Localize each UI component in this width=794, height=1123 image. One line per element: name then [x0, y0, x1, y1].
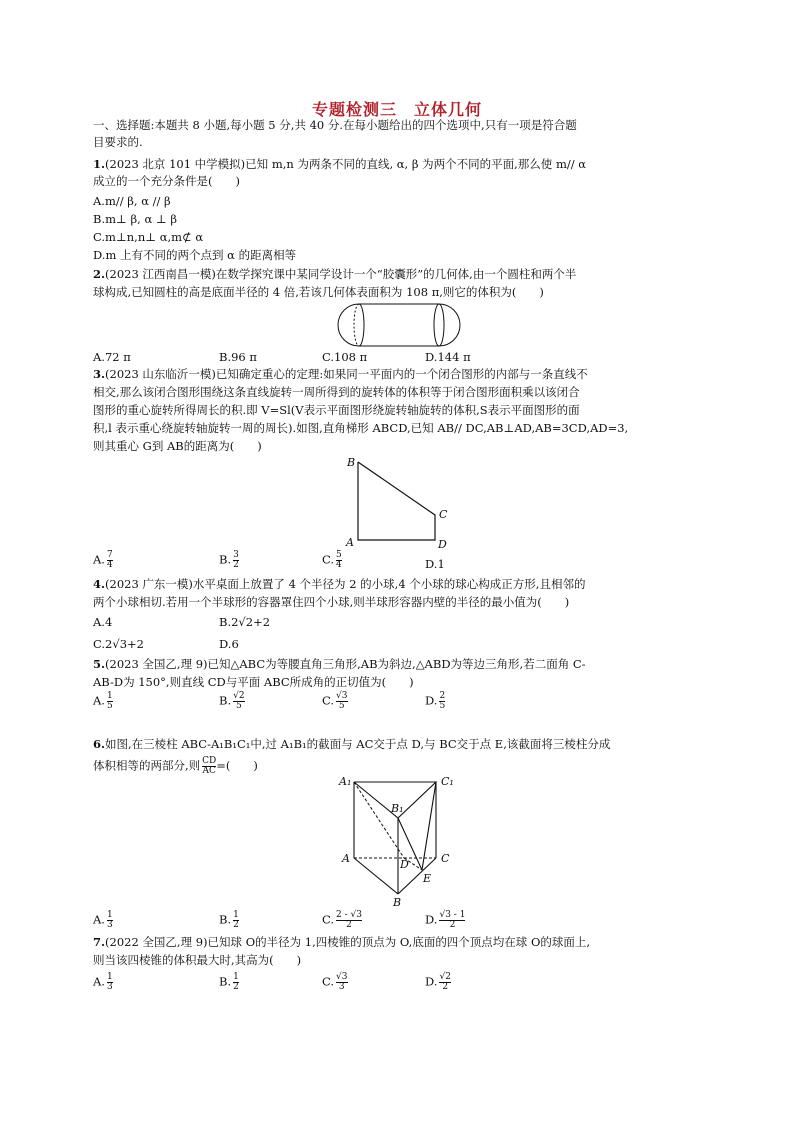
q2-option-c[interactable]: C.108 π — [322, 350, 368, 364]
fraction: $\frac{1}{3}$ — [106, 972, 113, 992]
q7-option-d[interactable]: D. $\frac{√2}{2}$ — [425, 972, 451, 992]
q5-option-c[interactable]: C. $\frac{√3}{5}$ — [322, 691, 348, 711]
q2-stem-line-2: 球构成,已知圆柱的高是底面半径的 4 倍,若该几何体表面积为 108 π,则它的体积为( ) — [93, 285, 544, 299]
q5-option-d[interactable]: D. $\frac{2}{5}$ — [425, 691, 446, 711]
fraction: $\frac{1}{5}$ — [106, 691, 113, 711]
q3-label-A: A — [346, 536, 354, 549]
q4-text: (2023 广东一模)水平桌面上放置了 4 个半径为 2 的小球,4 个小球的球心构成正方形,且相邻的 — [105, 577, 586, 591]
q6-number: 6. — [93, 737, 106, 751]
q4-option-d[interactable]: D.6 — [219, 637, 239, 651]
q2-text: (2023 江西南昌一模)在数学探究课中某同学设计一个“胶囊形”的几何体,由一个圆柱和两个半 — [105, 267, 577, 281]
fraction: $\frac{√2}{2}$ — [439, 972, 451, 992]
trapezoid-figure — [340, 452, 460, 552]
section-header-line-1: 一、选择题:本题共 8 小题,每小题 5 分,共 40 分.在每小题给出的四个选项中,只有一项是符合题 — [93, 118, 577, 132]
q6-label-B1: B₁ — [391, 802, 404, 815]
q4-number: 4. — [93, 577, 106, 591]
fraction: $\frac{√2}{5}$ — [233, 691, 245, 711]
q2-stem-line-1 — [93, 266, 576, 282]
q7-stem-line-2: 则当该四棱锥的体积最大时,其高为( ) — [93, 953, 302, 967]
q4-option-a[interactable]: A.4 — [93, 615, 113, 629]
q3-option-c[interactable]: C. $\frac{5}{4}$ — [322, 550, 342, 570]
q1-option-d[interactable]: D.m 上有不同的两个点到 α 的距离相等 — [93, 248, 297, 262]
section-header-line-2: 目要求的. — [93, 135, 143, 149]
q2-option-d[interactable]: D.144 π — [425, 350, 471, 364]
q1-stem-line-1 — [93, 156, 586, 172]
q2-number: 2. — [93, 267, 106, 281]
q6-label-E: E — [423, 872, 432, 885]
q6-label-D: D — [400, 858, 409, 871]
q3-stem-line-4: 积,l 表示重心绕旋转轴旋转一周的周长).如图,直角梯形 ABCD,已知 AB// DC,AB⊥AD,AB=3CD,AD=3, — [93, 421, 629, 435]
q6-label-B: B — [393, 896, 402, 909]
q6-label-C1: C₁ — [441, 775, 454, 788]
q7-option-b[interactable]: B. $\frac{1}{2}$ — [219, 972, 239, 992]
q1-number: 1. — [93, 157, 106, 171]
q5-text: (2023 全国乙,理 9)已知△ABC为等腰直角三角形,AB为斜边,△ABD为等边三角形,若二面角 C- — [105, 657, 586, 671]
q1-option-a[interactable]: A.m// β, α // β — [93, 194, 171, 208]
q3-text: (2023 山东临沂一模)已知确定重心的定理:如果同一平面内的一个闭合图形的内部与一条直线不 — [105, 367, 588, 381]
q3-option-b[interactable]: B. $\frac{3}{2}$ — [219, 550, 239, 570]
q4-option-b[interactable]: B.2√2+2 — [219, 615, 271, 629]
fraction: $\frac{5}{4}$ — [336, 550, 342, 570]
q3-label-C: C — [439, 508, 448, 521]
q5-number: 5. — [93, 657, 106, 671]
q6-stem-line-1 — [93, 736, 610, 752]
q5-option-b[interactable]: B. $\frac{√2}{5}$ — [219, 691, 245, 711]
q4-option-c[interactable]: C.2√3+2 — [93, 637, 144, 651]
capsule-figure — [336, 300, 462, 348]
prism-figure — [336, 772, 466, 908]
q5-stem-line-1 — [93, 656, 586, 672]
q3-label-D: D — [438, 538, 447, 551]
q3-stem-line-2: 相交,那么该闭合图形围绕这条直线旋转一周所得到的旋转体的体积等于闭合图形面积乘以该闭合 — [93, 385, 580, 399]
fraction: $\frac{2}{5}$ — [439, 691, 446, 711]
q2-option-b[interactable]: B.96 π — [219, 350, 257, 364]
q5-stem-line-2: AB-D为 150°,则直线 CD与平面 ABC所成角的正切值为( ) — [93, 675, 414, 689]
q7-text: (2022 全国乙,理 9)已知球 O的半径为 1,四棱锥的顶点为 O,底面的四个顶点均在球 O的球面上, — [105, 935, 591, 949]
q6-label-A: A — [342, 852, 350, 865]
q3-stem-line-3: 图形的重心旋转所得周长的积.即 V=Sl(V表示平面图形绕旋转轴旋转的体积,S表示平面图形的面 — [93, 403, 580, 417]
q6-option-a[interactable]: A. $\frac{1}{3}$ — [93, 910, 113, 930]
q2-option-a[interactable]: A.72 π — [93, 350, 131, 364]
q1-text: (2023 北京 101 中学模拟)已知 m,n 为两条不同的直线, α, β 为两个不同的平面,那么使 m// α — [105, 157, 587, 171]
q6-text: 如图,在三棱柱 ABC-A₁B₁C₁中,过 A₁B₁的截面与 AC交于点 D,与 BC交于点 E,该截面将三棱柱分成 — [105, 737, 611, 751]
q3-stem-line-1 — [93, 366, 588, 382]
q6-label-A1: A₁ — [339, 775, 352, 788]
q6-option-d[interactable]: D. $\frac{√3 - 1}{2}$ — [425, 910, 466, 930]
q6-label-C: C — [441, 852, 450, 865]
q3-label-B: B — [347, 456, 356, 469]
fraction: $\frac{1}{2}$ — [233, 910, 239, 930]
fraction: $\frac{3}{2}$ — [233, 550, 239, 570]
q1-option-b[interactable]: B.m⊥ β, α ⊥ β — [93, 212, 177, 226]
q1-option-c[interactable]: C.m⊥n,n⊥ α,m⊄ α — [93, 230, 204, 244]
q3-option-a[interactable]: A. $\frac{7}{4}$ — [93, 550, 113, 570]
q6-option-c[interactable]: C. $\frac{2 - √3}{2}$ — [322, 910, 362, 930]
q4-stem-line-2: 两个小球相切.若用一个半球形的容器罩住四个小球,则半球形容器内壁的半径的最小值为( ) — [93, 595, 570, 609]
fraction: $\frac{2 - √3}{2}$ — [336, 910, 362, 930]
q4-stem-line-1 — [93, 576, 585, 592]
q3-option-d[interactable]: D.1 — [425, 557, 445, 571]
q6-stem-line-2: 体积相等的两部分,则 $\frac{CD}{AC}$ =( ) — [93, 756, 258, 776]
q6-option-b[interactable]: B. $\frac{1}{2}$ — [219, 910, 239, 930]
page-title: 专题检测三 立体几何 — [311, 100, 482, 119]
q7-option-a[interactable]: A. $\frac{1}{3}$ — [93, 972, 113, 992]
fraction: $\frac{1}{2}$ — [233, 972, 239, 992]
fraction: $\frac{√3}{3}$ — [336, 972, 348, 992]
fraction: $\frac{√3}{5}$ — [336, 691, 348, 711]
fraction: $\frac{1}{3}$ — [106, 910, 113, 930]
fraction: $\frac{√3 - 1}{2}$ — [439, 910, 466, 930]
fraction: $\frac{7}{4}$ — [106, 550, 113, 570]
q7-stem-line-1 — [93, 934, 590, 950]
q3-number: 3. — [93, 367, 106, 381]
q7-number: 7. — [93, 935, 106, 949]
q3-stem-line-5: 则其重心 G到 AB的距离为( ) — [93, 439, 262, 453]
q1-stem-line-2: 成立的一个充分条件是( ) — [93, 174, 240, 188]
cd-over-ac-fraction: $\frac{CD}{AC}$ — [202, 756, 217, 776]
q7-option-c[interactable]: C. $\frac{√3}{3}$ — [322, 972, 348, 992]
q5-option-a[interactable]: A. $\frac{1}{5}$ — [93, 691, 113, 711]
